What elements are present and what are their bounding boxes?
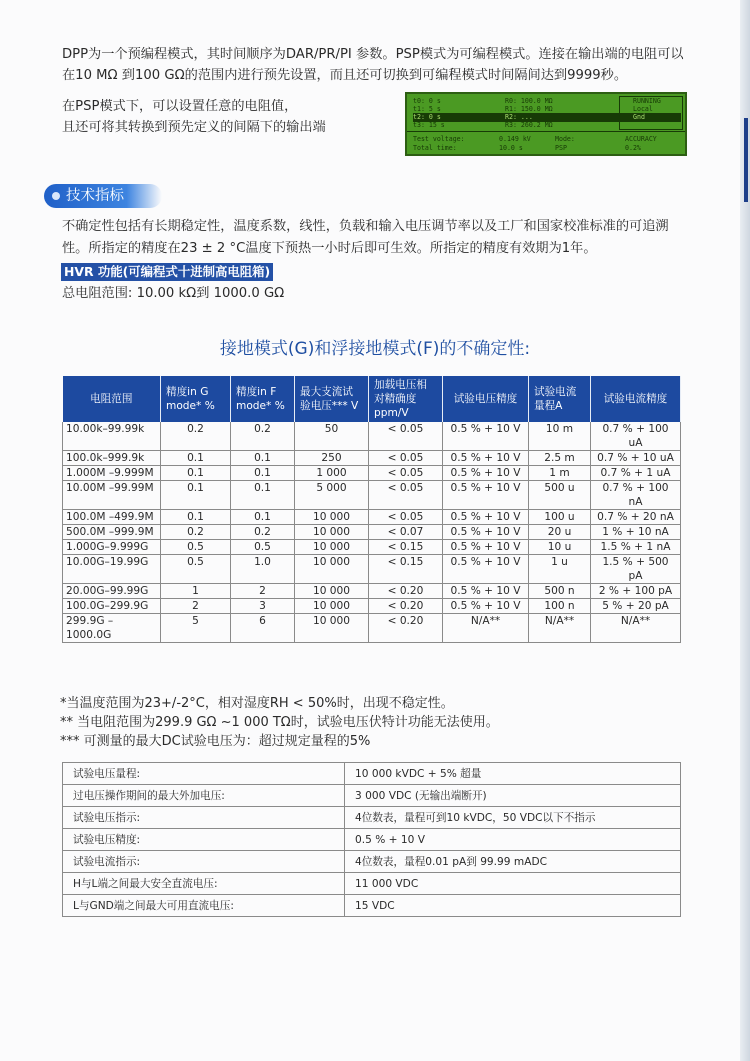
- table-cell: 500 u: [529, 481, 591, 510]
- table-cell: 20 u: [529, 525, 591, 540]
- hvr-function-label: HVR 功能(可编程式十进制高电阻箱): [61, 263, 273, 281]
- table-cell: 0.5 % + 10 V: [443, 466, 529, 481]
- table-cell: 10 m: [529, 422, 591, 451]
- table-row: [63, 599, 681, 614]
- lcd-text: t1: 5 s: [413, 105, 441, 113]
- table-row: [63, 481, 681, 510]
- table-row: [63, 584, 681, 599]
- table-cell: 1 m: [529, 466, 591, 481]
- lcd-text: Local: [633, 105, 653, 113]
- table-cell: 1.000G–9.999G: [63, 540, 161, 555]
- table-cell: 0.5 % + 10 V: [443, 481, 529, 510]
- table-cell: 2 % + 100 pA: [591, 584, 681, 599]
- column-header: 试验电流精度: [591, 376, 681, 422]
- spec-row: [63, 873, 681, 895]
- lcd-row: [413, 135, 681, 144]
- table-cell: 0.2: [231, 422, 295, 451]
- table-cell: 10 000: [295, 510, 369, 525]
- table-cell: 10 000: [295, 599, 369, 614]
- table-cell: 100 n: [529, 599, 591, 614]
- table-cell: 0.1: [231, 510, 295, 525]
- table-cell: 1.0: [231, 555, 295, 584]
- table-cell: 0.5 % + 10 V: [443, 599, 529, 614]
- table-cell: 0.5 % + 10 V: [443, 555, 529, 584]
- lcd-text: t0: 0 s: [413, 97, 441, 105]
- spec-value: 4位数表，量程可到10 kVDC，50 VDC以下不指示: [345, 807, 681, 829]
- lcd-text: R3: 260.2 MΩ: [505, 121, 553, 129]
- table-cell: < 0.05: [369, 451, 443, 466]
- table-cell: 0.2: [161, 422, 231, 451]
- lcd-text: R1: 150.0 MΩ: [505, 105, 553, 113]
- spec-value: 11 000 VDC: [345, 873, 681, 895]
- table-cell: N/A**: [591, 614, 681, 643]
- spec-summary-table: [62, 762, 681, 917]
- table-cell: 0.7 % + 20 nA: [591, 510, 681, 525]
- table-cell: < 0.20: [369, 599, 443, 614]
- uncertainty-table-title: 接地模式(G)和浮接地模式(F)的不确定性:: [219, 339, 531, 359]
- table-cell: 10 000: [295, 525, 369, 540]
- footnote: *** 可测量的最大DC试验电压为：超过规定量程的5%: [60, 734, 371, 749]
- spec-value: 3 000 VDC (无输出端断开): [345, 785, 681, 807]
- total-resistance-range: 总电阻范围: 10.00 kΩ到 1000.0 GΩ: [62, 286, 285, 301]
- lcd-text: Gnd: [633, 113, 645, 121]
- table-row: [63, 525, 681, 540]
- lcd-text: ACCURACY: [625, 135, 657, 143]
- table-cell: 10 u: [529, 540, 591, 555]
- table-cell: 10 000: [295, 540, 369, 555]
- table-cell: 0.2: [161, 525, 231, 540]
- table-row: [63, 555, 681, 584]
- spec-row: [63, 851, 681, 873]
- table-cell: 100 u: [529, 510, 591, 525]
- table-cell: 1.000M –9.999M: [63, 466, 161, 481]
- table-cell: N/A**: [529, 614, 591, 643]
- lcd-screenshot: [405, 92, 687, 156]
- table-cell: 10 000: [295, 555, 369, 584]
- spec-row: [63, 807, 681, 829]
- spec-label: 试验电压精度:: [63, 829, 345, 851]
- table-cell: 0.5 % + 10 V: [443, 540, 529, 555]
- uncertainty-table: [62, 376, 681, 643]
- table-cell: < 0.05: [369, 422, 443, 451]
- table-cell: 0.5 % + 10 V: [443, 510, 529, 525]
- table-cell: 2.5 m: [529, 451, 591, 466]
- table-cell: 10 000: [295, 614, 369, 643]
- table-cell: 0.5 % + 10 V: [443, 525, 529, 540]
- spec-value: 4位数表，量程0.01 pA到 99.99 mADC: [345, 851, 681, 873]
- intro-paragraph: DPP为一个预编程模式，其时间顺序为DAR/PR/PI 参数。PSP模式为可编程模式。连接在输出端的电阻可以在10 MΩ 到100 GΩ的范围内进行预先设置，而且还可切换到可编程模式时间隔间达到9999秒。: [62, 47, 684, 83]
- lcd-text: t3: 15 s: [413, 121, 445, 129]
- section-heading-badge: 技术指标: [44, 184, 162, 208]
- table-cell: 3: [231, 599, 295, 614]
- table-cell: < 0.20: [369, 614, 443, 643]
- table-row: [63, 614, 681, 643]
- table-cell: 0.2: [231, 525, 295, 540]
- table-cell: 0.7 % + 1 uA: [591, 466, 681, 481]
- spec-intro-paragraph: 不确定性包括有长期稳定性，温度系数，线性，负载和输入电压调节率以及工厂和国家校准标准的可追溯性。所指定的精度在23 ± 2 °C温度下预热一小时后即可生效。所指定的精度有效期为1年。: [62, 219, 669, 256]
- spec-row: [63, 785, 681, 807]
- table-cell: 0.7 % + 10 uA: [591, 451, 681, 466]
- table-cell: 250: [295, 451, 369, 466]
- table-cell: 10.00M –99.99M: [63, 481, 161, 510]
- footnotes: [60, 694, 690, 751]
- table-cell: 1 000: [295, 466, 369, 481]
- table-cell: 1.5 % + 1 nA: [591, 540, 681, 555]
- spec-label: 试验电流指示:: [63, 851, 345, 873]
- table-row: [63, 422, 681, 451]
- psp-line-2: 且还可将其转换到预先定义的间隔下的输出端: [62, 120, 326, 135]
- spec-value: 0.5 % + 10 V: [345, 829, 681, 851]
- column-header: 精度in F mode* %: [231, 376, 295, 422]
- table-cell: 100.0G–299.9G: [63, 599, 161, 614]
- table-cell: 0.1: [231, 451, 295, 466]
- spec-label: 过电压操作期间的最大外加电压:: [63, 785, 345, 807]
- table-cell: 0.5 % + 10 V: [443, 422, 529, 451]
- spec-label: L与GND端之间最大可用直流电压:: [63, 895, 345, 917]
- psp-description: [62, 96, 392, 138]
- lcd-text: RUNNING: [633, 97, 661, 105]
- footnote: *当温度范围为23+/-2°C，相对湿度RH < 50%时，出现不稳定性。: [60, 696, 454, 711]
- table-cell: 5: [161, 614, 231, 643]
- page-edge-marker: [744, 118, 748, 202]
- table-cell: < 0.05: [369, 510, 443, 525]
- lcd-row: [413, 144, 681, 153]
- table-cell: 0.5: [161, 555, 231, 584]
- spec-value: 10 000 kVDC + 5% 超量: [345, 763, 681, 785]
- lcd-text: R0: 100.0 MΩ: [505, 97, 553, 105]
- table-cell: 2: [161, 599, 231, 614]
- table-cell: 0.5 % + 10 V: [443, 451, 529, 466]
- column-header: 试验电压精度: [443, 376, 529, 422]
- lcd-divider: [407, 131, 685, 132]
- lcd-text: Total time:: [413, 144, 457, 152]
- table-cell: 5 000: [295, 481, 369, 510]
- table-cell: < 0.15: [369, 555, 443, 584]
- lcd-text: Test voltage:: [413, 135, 465, 143]
- table-cell: 6: [231, 614, 295, 643]
- table-cell: < 0.05: [369, 466, 443, 481]
- column-header: 最大支流试验电压*** V: [295, 376, 369, 422]
- table-cell: 1.5 % + 500 pA: [591, 555, 681, 584]
- column-header: 加载电压相对精确度 ppm/V: [369, 376, 443, 422]
- table-cell: 0.1: [231, 466, 295, 481]
- table-cell: 0.1: [161, 510, 231, 525]
- lcd-status-box: [619, 96, 683, 130]
- spec-label: 试验电压指示:: [63, 807, 345, 829]
- table-cell: 0.5 % + 10 V: [443, 584, 529, 599]
- lcd-text: Mode:: [555, 135, 575, 143]
- table-row: [63, 451, 681, 466]
- table-cell: 5 % + 20 pA: [591, 599, 681, 614]
- table-cell: 50: [295, 422, 369, 451]
- table-cell: < 0.15: [369, 540, 443, 555]
- psp-line-1: 在PSP模式下，可以设置任意的电阻值，: [62, 99, 298, 114]
- table-row: [63, 466, 681, 481]
- lcd-text: R2: ...: [505, 113, 533, 121]
- spec-label: H与L端之间最大安全直流电压:: [63, 873, 345, 895]
- table-cell: 1: [161, 584, 231, 599]
- lcd-text: 10.0 s: [499, 144, 523, 152]
- spec-row: [63, 829, 681, 851]
- table-cell: 0.5: [161, 540, 231, 555]
- table-header-row: [63, 376, 681, 422]
- table-cell: 100.0k–999.9k: [63, 451, 161, 466]
- table-cell: 2: [231, 584, 295, 599]
- lcd-text: 0.2%: [625, 144, 641, 152]
- table-cell: 0.5: [231, 540, 295, 555]
- table-cell: 0.1: [161, 481, 231, 510]
- table-cell: 0.1: [161, 466, 231, 481]
- table-cell: 299.9G –1000.0G: [63, 614, 161, 643]
- table-cell: 0.7 % + 100 uA: [591, 422, 681, 451]
- table-cell: 0.1: [231, 481, 295, 510]
- table-row: [63, 510, 681, 525]
- table-cell: 10.00G–19.99G: [63, 555, 161, 584]
- column-header: 试验电流量程A: [529, 376, 591, 422]
- spec-value: 15 VDC: [345, 895, 681, 917]
- table-cell: 0.1: [161, 451, 231, 466]
- table-cell: 100.0M –499.9M: [63, 510, 161, 525]
- spec-label: 试验电压量程:: [63, 763, 345, 785]
- spec-row: [63, 763, 681, 785]
- table-cell: 500.0M –999.9M: [63, 525, 161, 540]
- spec-row: [63, 895, 681, 917]
- lcd-text: 0.149 kV: [499, 135, 531, 143]
- table-cell: 0.7 % + 100 nA: [591, 481, 681, 510]
- table-cell: N/A**: [443, 614, 529, 643]
- column-header: 精度in G mode* %: [161, 376, 231, 422]
- footnote: ** 当电阻范围为299.9 GΩ ~1 000 TΩ时，试验电压伏特计功能无法使用。: [60, 715, 499, 730]
- table-cell: 1 % + 10 nA: [591, 525, 681, 540]
- lcd-text: PSP: [555, 144, 567, 152]
- table-row: [63, 540, 681, 555]
- table-cell: < 0.05: [369, 481, 443, 510]
- table-cell: 1 u: [529, 555, 591, 584]
- lcd-text: t2: 0 s: [413, 113, 441, 121]
- table-cell: < 0.20: [369, 584, 443, 599]
- table-cell: < 0.07: [369, 525, 443, 540]
- column-header: 电阻范围: [63, 376, 161, 422]
- table-cell: 10 000: [295, 584, 369, 599]
- table-cell: 10.00k–99.99k: [63, 422, 161, 451]
- table-cell: 500 n: [529, 584, 591, 599]
- table-cell: 20.00G–99.99G: [63, 584, 161, 599]
